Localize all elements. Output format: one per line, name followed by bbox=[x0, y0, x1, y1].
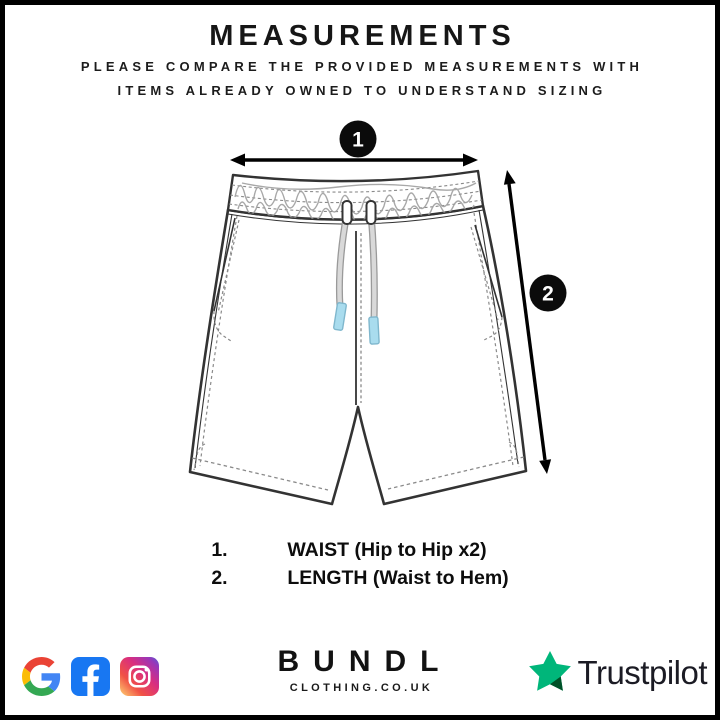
subtitle-line-1: PLEASE COMPARE THE PROVIDED MEASUREMENTS WITH bbox=[80, 59, 644, 74]
subtitle-line-2: ITEMS ALREADY OWNED TO UNDERSTAND SIZING bbox=[117, 83, 607, 98]
legend-label: LENGTH (Waist to Hem) bbox=[287, 567, 509, 589]
measurement-legend bbox=[5, 536, 715, 592]
header bbox=[5, 20, 715, 101]
legend-number: 2. bbox=[211, 567, 228, 589]
badge-1 bbox=[340, 121, 377, 158]
legend-label: WAIST (Hip to Hip x2) bbox=[287, 539, 487, 561]
eyelet-left bbox=[343, 201, 352, 224]
brand-domain: CLOTHING.CO.UK bbox=[289, 682, 434, 694]
drawstring-tip-right bbox=[369, 317, 379, 344]
badge-2 bbox=[530, 275, 567, 312]
svg-text:1: 1 bbox=[352, 128, 364, 152]
brand-name: BUNDL bbox=[277, 645, 453, 678]
svg-text:2: 2 bbox=[542, 282, 554, 306]
instagram-icon bbox=[120, 657, 159, 696]
shorts-measurement-diagram bbox=[178, 113, 590, 515]
brand-logo bbox=[268, 645, 453, 694]
facebook-icon bbox=[71, 657, 110, 696]
eyelet-right bbox=[367, 201, 376, 224]
legend-item-waist bbox=[211, 536, 508, 564]
legend-item-length bbox=[211, 564, 508, 592]
shorts-body bbox=[190, 206, 526, 504]
legend-number: 1. bbox=[211, 539, 228, 561]
social-icons bbox=[22, 657, 159, 696]
trustpilot-star-icon bbox=[527, 650, 573, 696]
trustpilot-wordmark: Trustpilot bbox=[577, 654, 707, 691]
page-title: MEASUREMENTS bbox=[209, 20, 516, 52]
google-icon bbox=[22, 657, 61, 696]
trustpilot-logo bbox=[527, 650, 707, 696]
